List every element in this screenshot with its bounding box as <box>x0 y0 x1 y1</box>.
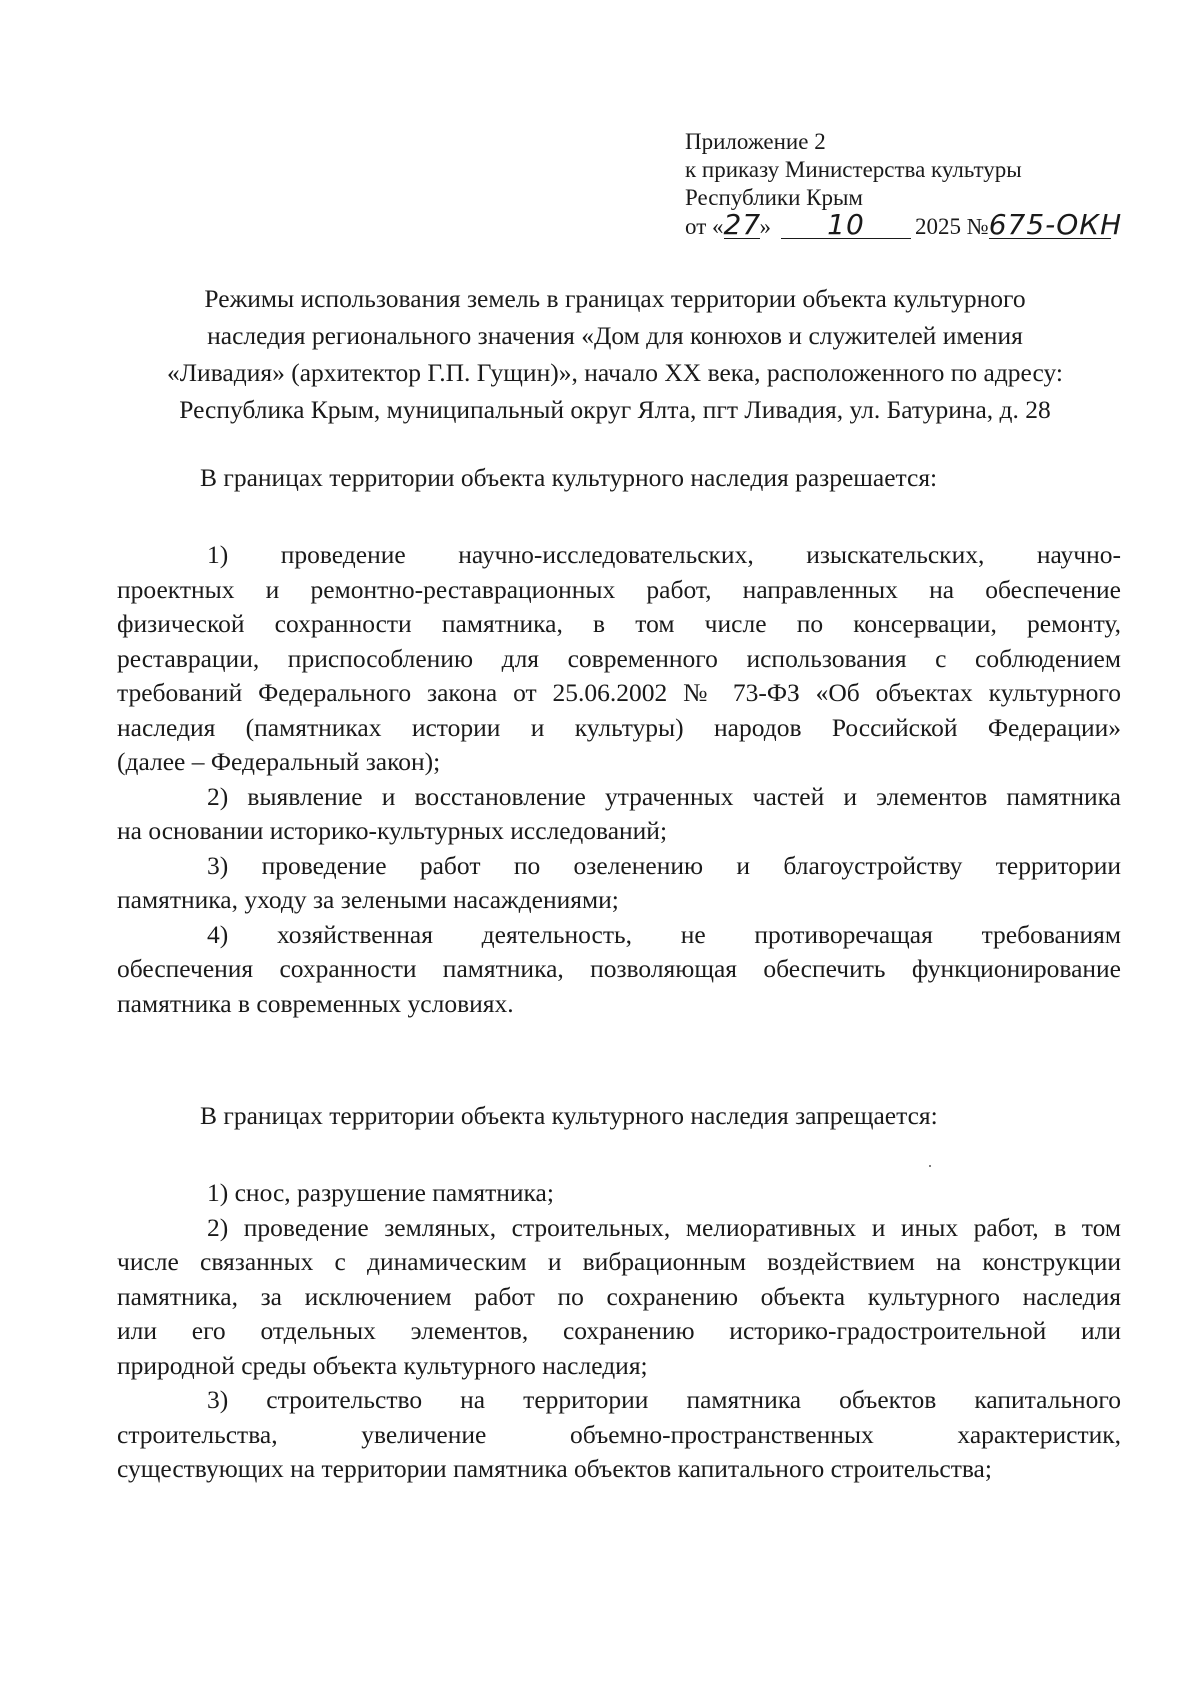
title-line: Республика Крым, муниципальный округ Ялта, пгт Ливадия, ул. Батурина, д. 28 <box>179 395 1051 424</box>
allowed-item-3-line: памятника, уходу за зелеными насаждениями; <box>117 885 619 914</box>
date-month-handwritten: 10 <box>781 212 911 239</box>
allowed-item-4-line: 4) хозяйственная деятельность, не противоречащая требованиям <box>207 919 1121 949</box>
allowed-list <box>117 538 1121 1021</box>
document-title <box>110 280 1120 428</box>
allowed-item-1-line: проектных и ремонтно-реставрационных работ, направленных на обеспечение <box>117 574 1121 604</box>
date-day-handwritten: 27 <box>723 208 762 241</box>
allowed-item-4-line: памятника в современных условиях. <box>117 988 514 1018</box>
title-line: «Ливадия» (архитектор Г.П. Гущин)», начало XX века, расположенного по адресу: <box>167 358 1063 387</box>
allowed-item-1-line: реставрации, приспособлению для современного использования с соблюдением <box>117 643 1121 673</box>
allowed-item-1-line: наследия (памятниках истории и культуры) народов Российской Федерации» <box>117 712 1121 742</box>
prohibited-item-3-line: 3) строительство на территории памятника объектов капитального <box>207 1385 1121 1414</box>
date-year-number-label: 2025 № <box>915 214 989 239</box>
allowed-item-1-line: физической сохранности памятника, в том числе по консервации, ремонту, <box>117 609 1121 638</box>
prohibited-item-2-line: или его отдельных элементов, сохранению историко-градостроительной или <box>117 1316 1121 1345</box>
prohibited-list <box>117 1176 1121 1487</box>
allowed-heading: В границах территории объекта культурного наследия разрешается: <box>200 463 938 492</box>
allowed-item-4-line: обеспечения сохранности памятника, позволяющая обеспечить функционирование <box>117 954 1121 983</box>
prohibited-item-2-line: числе связанных с динамическим и вибрационным воздействием на конструкции <box>117 1247 1121 1276</box>
scan-speck <box>929 1165 931 1167</box>
appendix-date-line <box>685 208 1123 241</box>
allowed-item-1-line: (далее – Федеральный закон); <box>117 747 441 776</box>
allowed-item-1-line: 1) проведение научно-исследовательских, изыскательских, научно- <box>207 540 1121 569</box>
appendix-block <box>685 128 1123 241</box>
prohibited-item-3-line: существующих на территории памятника объектов капитального строительства; <box>117 1454 992 1483</box>
appendix-label: Приложение 2 <box>685 129 826 154</box>
prohibited-item-2-line: природной среды объекта культурного наследия; <box>117 1350 648 1380</box>
allowed-item-3-line: 3) проведение работ по озеленению и благоустройству территории <box>207 850 1121 880</box>
allowed-item-2-line: на основании историко-культурных исследований; <box>117 816 668 845</box>
allowed-item-2-line: 2) выявление и восстановление утраченных частей и элементов памятника <box>207 781 1121 811</box>
appendix-order-reference: к приказу Министерства культуры <box>685 157 1022 182</box>
title-line: наследия регионального значения «Дом для конюхов и служителей имения <box>207 321 1023 350</box>
appendix-republic: Республики Крым <box>685 185 863 210</box>
title-line: Режимы использования земель в границах территории объекта культурного <box>204 284 1026 313</box>
date-quote-close: » <box>759 214 771 239</box>
date-prefix: от « <box>685 214 724 239</box>
allowed-item-1-line: требований Федерального закона от 25.06.2002 № 73-ФЗ «Об объектах культурного <box>117 678 1121 707</box>
prohibited-item-2-line: 2) проведение земляных, строительных, мелиоративных и иных работ, в том <box>207 1212 1121 1242</box>
order-number-handwritten: 675-ОКН <box>988 208 1123 241</box>
prohibited-item-1-line: 1) снос, разрушение памятника; <box>207 1178 554 1207</box>
prohibited-item-3-line: строительства, увеличение объемно-пространственных характеристик, <box>117 1419 1121 1449</box>
prohibited-item-2-line: памятника, за исключением работ по сохранению объекта культурного наследия <box>117 1281 1121 1311</box>
prohibited-heading: В границах территории объекта культурного наследия запрещается: <box>200 1101 938 1130</box>
